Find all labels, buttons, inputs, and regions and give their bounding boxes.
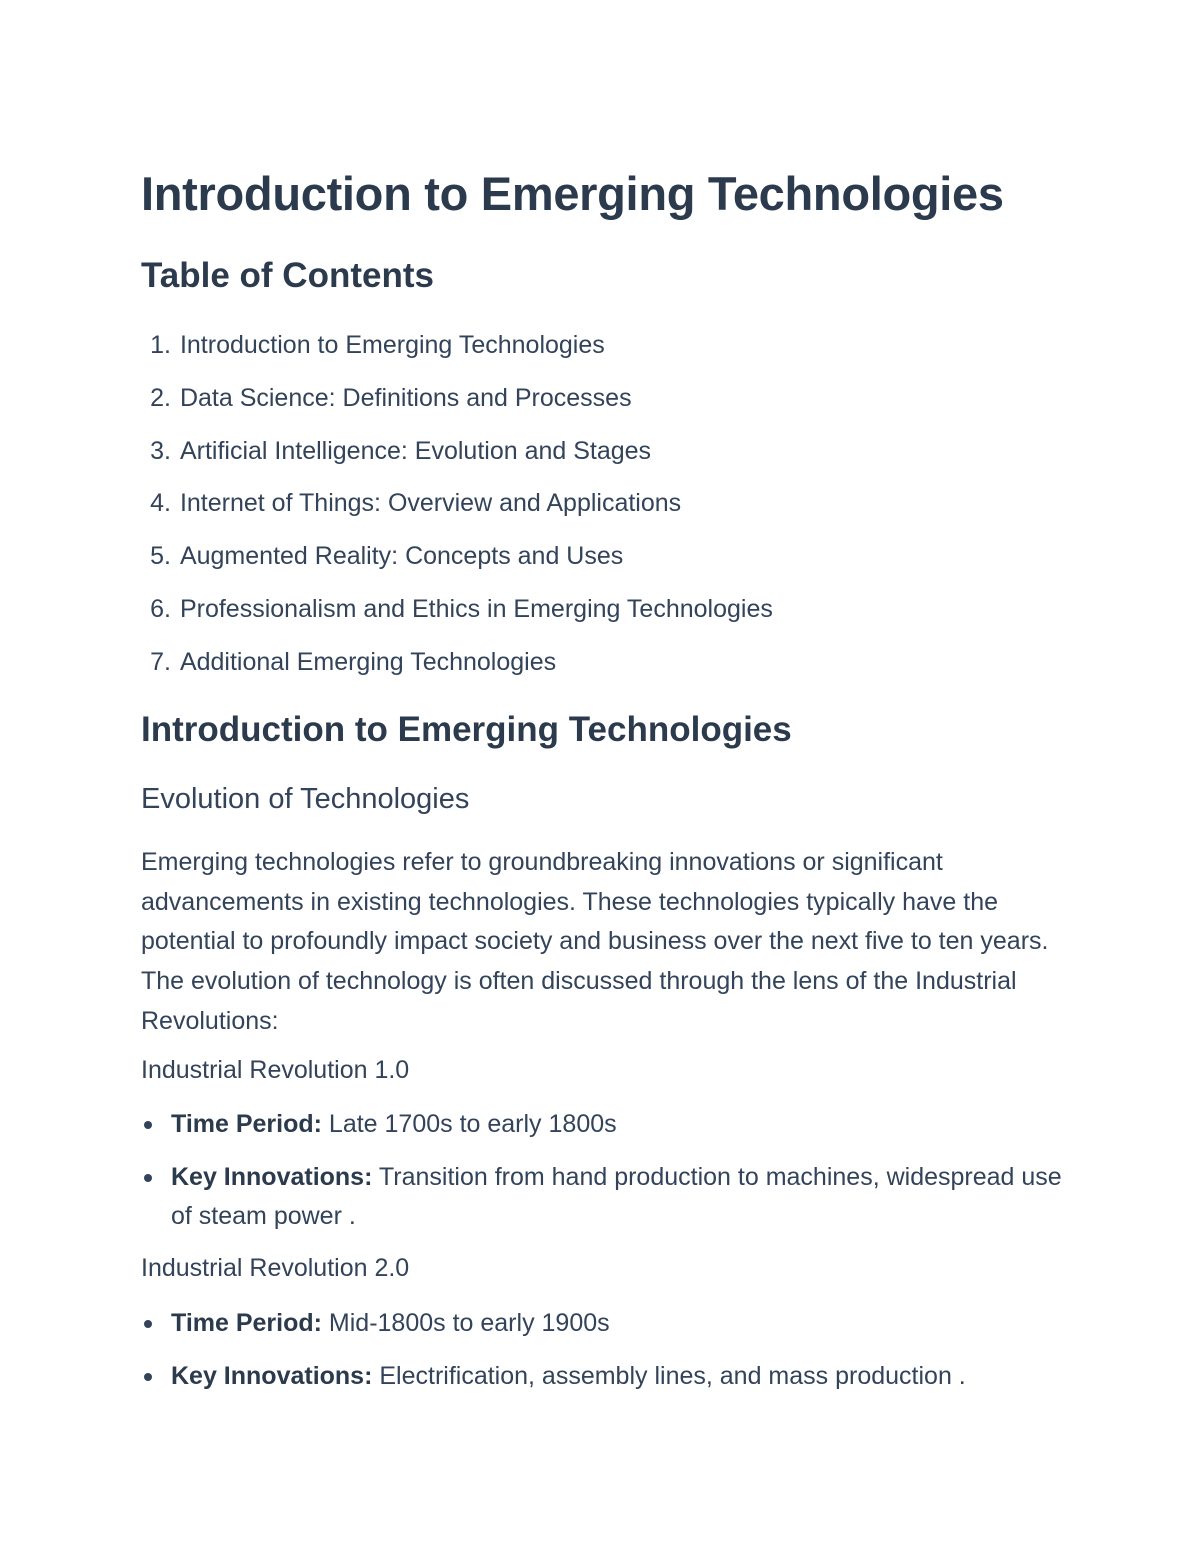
- bullet-item: [141, 1357, 1071, 1397]
- bullet-text: Late 1700s to early 1800s: [321, 1110, 617, 1138]
- toc-item: [141, 540, 773, 593]
- toc-item-label: Internet of Things: Overview and Applications: [179, 489, 682, 518]
- bullet-dot-icon: [144, 1320, 152, 1328]
- toc-item-label: Additional Emerging Technologies: [179, 647, 557, 676]
- toc-heading: Table of Contents: [141, 256, 434, 295]
- toc-item-label: Introduction to Emerging Technologies: [179, 331, 605, 359]
- section-heading: Introduction to Emerging Technologies: [141, 710, 792, 749]
- toc-item-label: Data Science: Definitions and Processes: [179, 383, 632, 412]
- toc-item: [141, 646, 773, 699]
- revolution-heading: Industrial Revolution 1.0: [141, 1056, 410, 1084]
- toc-item: [141, 435, 773, 488]
- bullet-item: [141, 1158, 1071, 1237]
- body-paragraph: Emerging technologies refer to groundbreaking innovations or significant advancements in existing technologies. These technologies typically have the potential to profoundly impact society and business over the next five to ten years. The evolution of technology is often discussed through the lens of the Industrial Revolutions:: [141, 848, 1049, 1035]
- toc-item-number: 2.: [150, 383, 171, 412]
- toc-item-label: Professionalism and Ethics in Emerging Technologies: [179, 594, 773, 623]
- revolution-heading: Industrial Revolution 2.0: [141, 1254, 410, 1282]
- toc-item-label: Augmented Reality: Concepts and Uses: [179, 542, 624, 571]
- bullet-text: Electrification, assembly lines, and mass production .: [372, 1361, 966, 1390]
- bullet-text: Transition from hand production to machines, widespread use of steam power .: [171, 1162, 1062, 1231]
- toc-item-number: 4.: [150, 489, 171, 518]
- toc-item: [141, 329, 773, 382]
- toc-list: [141, 329, 773, 699]
- toc-item-number: 6.: [150, 594, 171, 623]
- toc-item-number: 7.: [150, 647, 171, 676]
- bullet-dot-icon: [144, 1121, 152, 1129]
- toc-item-number: 1.: [150, 331, 171, 359]
- toc-item-number: 3.: [150, 436, 171, 465]
- document-title: Introduction to Emerging Technologies: [141, 167, 1004, 220]
- bullet-item: [141, 1304, 1071, 1344]
- bullet-dot-icon: [144, 1373, 152, 1381]
- toc-item: [141, 382, 773, 435]
- bullet-key: Key Innovations:: [171, 1361, 373, 1390]
- toc-item-label: Artificial Intelligence: Evolution and Stages: [179, 436, 652, 465]
- bullet-dot-icon: [144, 1174, 152, 1182]
- revolution-bullet-list: [141, 1105, 1071, 1237]
- bullet-item: [141, 1105, 1071, 1145]
- section-subheading: Evolution of Technologies: [141, 783, 470, 815]
- toc-item: [141, 487, 773, 540]
- bullet-key: Key Innovations:: [171, 1162, 373, 1191]
- toc-item: [141, 593, 773, 646]
- bullet-key: Time Period:: [171, 1110, 322, 1138]
- bullet-text: Mid-1800s to early 1900s: [321, 1309, 610, 1337]
- bullet-key: Time Period:: [171, 1309, 322, 1337]
- toc-item-number: 5.: [150, 542, 171, 571]
- revolution-bullet-list: [141, 1304, 1071, 1396]
